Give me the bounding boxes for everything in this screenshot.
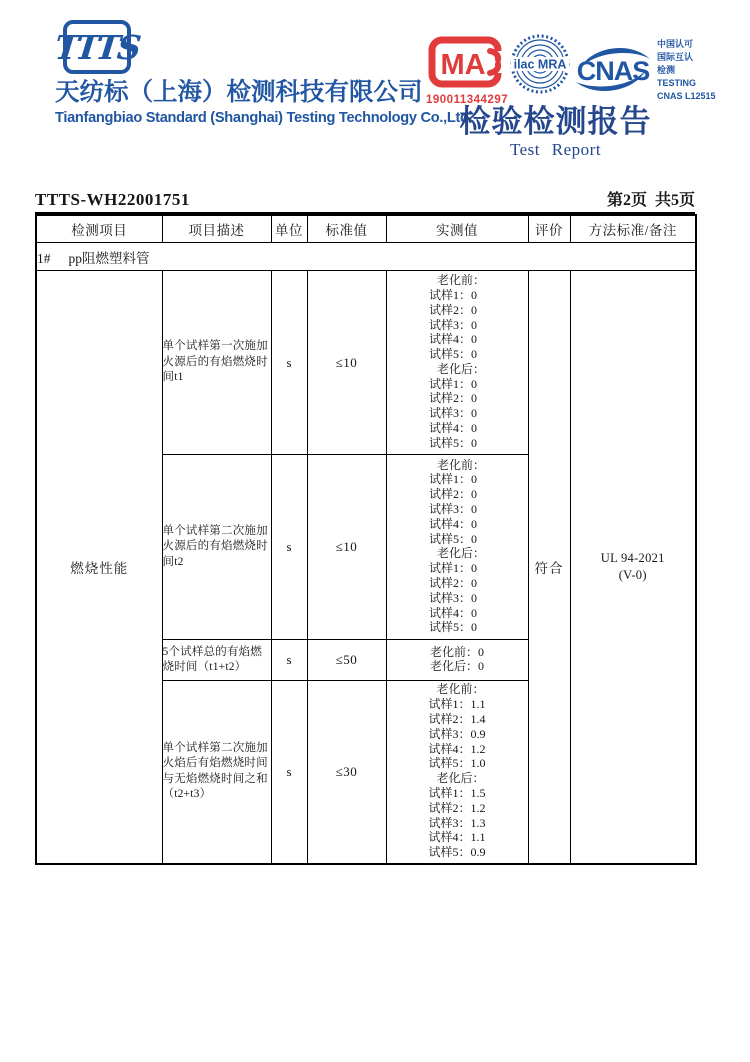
text-line: 国际互认	[657, 52, 694, 62]
sample-name: pp阻燃塑料管	[68, 250, 150, 266]
text-line: 试样3：0	[428, 317, 477, 332]
measured-value-cell	[386, 455, 528, 640]
page-indicator: 第2页 共5页	[606, 192, 695, 209]
test-results-table	[35, 214, 697, 865]
test-item-cell: 燃烧性能	[36, 271, 162, 864]
report-number: TTTS-WH22001751	[35, 190, 190, 209]
table-header-row	[36, 215, 696, 243]
measured-values	[429, 273, 485, 451]
text-line: 试样4：1.2	[428, 741, 486, 756]
text-line: 试样5：1.0	[428, 756, 486, 771]
text-line: 试样4：0	[428, 516, 477, 531]
report-number-row	[35, 189, 695, 214]
cnas-accreditation-text	[657, 38, 727, 103]
cma-number: 190011344297	[426, 94, 509, 106]
text-line: 试样4：1.1	[428, 830, 486, 845]
description-cell: 单个试样第二次施加火焰后有焰燃烧时间与无焰燃烧时间之和（t2+t3）	[162, 681, 271, 864]
cnas-mark	[573, 43, 653, 100]
measured-value-cell	[386, 681, 528, 864]
text-line: 老化前：	[436, 457, 485, 472]
sample-row	[36, 243, 696, 271]
report-title	[438, 105, 673, 160]
text-line: TESTING	[657, 78, 697, 88]
text-line: 中国认可	[657, 39, 694, 49]
measured-values	[430, 645, 484, 675]
text-line: 老化前：0	[429, 644, 484, 659]
text-line: 试样5：0	[428, 620, 477, 635]
text-line: 老化后：	[436, 771, 485, 786]
text-line: 试样1：0	[428, 472, 477, 487]
text-line: 试样4：0	[428, 421, 477, 436]
standard-value-cell: ≤50	[307, 640, 386, 681]
cnas-icon	[573, 43, 653, 95]
text-line: 老化后：	[436, 546, 485, 561]
ttts-logo-icon	[53, 20, 141, 74]
header-unit: 单位	[271, 215, 307, 243]
ttts-logo-text: TTTS	[53, 27, 141, 67]
text-line: 试样2：0	[428, 487, 477, 502]
text-line: 试样3：0	[428, 502, 477, 516]
text-line: 试样5：0	[428, 435, 477, 450]
ilac-mra-mark	[509, 31, 571, 102]
ilac-mra-label: ilac MRA	[513, 57, 567, 72]
header-measured-value: 实测值	[386, 215, 528, 243]
header-test-item: 检测项目	[36, 215, 162, 243]
text-line: (V-0)	[618, 567, 647, 582]
company-name-en: Tianfangbiao Standard (Shanghai) Testing Technology Co.,Ltd.	[55, 109, 473, 126]
company-name-cn: 天纺标（上海）检测科技有限公司	[55, 79, 423, 106]
header-standard-value: 标准值	[307, 215, 386, 243]
unit-cell: s	[271, 271, 307, 455]
sample-cell	[36, 243, 696, 271]
report-title-cn: 检验检测报告	[459, 104, 652, 139]
text-line: 试样3：0	[428, 406, 477, 421]
header-method-standard: 方法标准/备注	[570, 215, 696, 243]
text-line: 试样3：0.9	[428, 726, 486, 741]
cma-letters: MA	[440, 49, 486, 81]
text-line: 试样2：1.4	[428, 711, 486, 726]
description-cell: 单个试样第一次施加火源后的有焰燃烧时间t1	[162, 271, 271, 455]
header-verdict: 评价	[528, 215, 570, 243]
text-line: 试样5：0.9	[428, 845, 486, 860]
text-line: 试样1：0	[428, 561, 477, 576]
ilac-mra-icon	[509, 31, 571, 97]
text-line: 试样2：0	[428, 391, 477, 406]
text-line: CNAS L12515	[657, 91, 716, 101]
cma-mark	[426, 36, 509, 106]
description-cell: 5个试样总的有焰燃烧时间（t1+t2）	[162, 640, 271, 681]
verdict-cell: 符合	[528, 271, 570, 864]
unit-cell: s	[271, 455, 307, 640]
text-line: 老化前：	[436, 273, 485, 288]
text-line: 试样3：0	[428, 590, 477, 605]
unit-cell: s	[271, 681, 307, 864]
text-line: 试样1：0	[428, 287, 477, 302]
text-line: 老化后：	[436, 361, 485, 376]
text-line: 试样2：1.2	[428, 800, 486, 815]
text-line: 试样4：0	[428, 605, 477, 620]
text-line: 试样2：0	[428, 302, 477, 317]
text-line: 试样1：1.5	[428, 785, 486, 800]
header-description: 项目描述	[162, 215, 271, 243]
method-standard-cell	[570, 271, 696, 864]
report-title-en: Test Report	[509, 140, 602, 160]
measured-values	[428, 682, 485, 860]
text-line: 老化前：	[436, 682, 485, 697]
text-line: 老化后：0	[429, 659, 484, 674]
section-row-t1	[36, 271, 696, 455]
text-line: 试样3：1.3	[428, 815, 486, 830]
text-line: 试样1：1.1	[428, 697, 486, 712]
text-line: 试样1：0	[428, 376, 477, 391]
sample-id: 1#	[37, 250, 51, 266]
description-cell: 单个试样第二次施加火源后的有焰燃烧时间t2	[162, 455, 271, 640]
text-line: 试样2：0	[428, 575, 477, 590]
measured-value-cell	[386, 640, 528, 681]
text-line: 试样4：0	[428, 332, 477, 347]
text-line: 试样5：0	[428, 531, 477, 546]
text-line: UL 94-2021	[600, 550, 665, 565]
cma-icon	[427, 36, 505, 88]
measured-value-cell	[386, 271, 528, 455]
standard-value-cell: ≤30	[307, 681, 386, 864]
standard-value-cell: ≤10	[307, 271, 386, 455]
measured-values	[429, 458, 485, 636]
text-line: 试样5：0	[428, 347, 477, 362]
unit-cell: s	[271, 640, 307, 681]
text-line: 检测	[657, 65, 676, 75]
cnas-letters: CNAS	[576, 56, 650, 86]
standard-value-cell: ≤10	[307, 455, 386, 640]
